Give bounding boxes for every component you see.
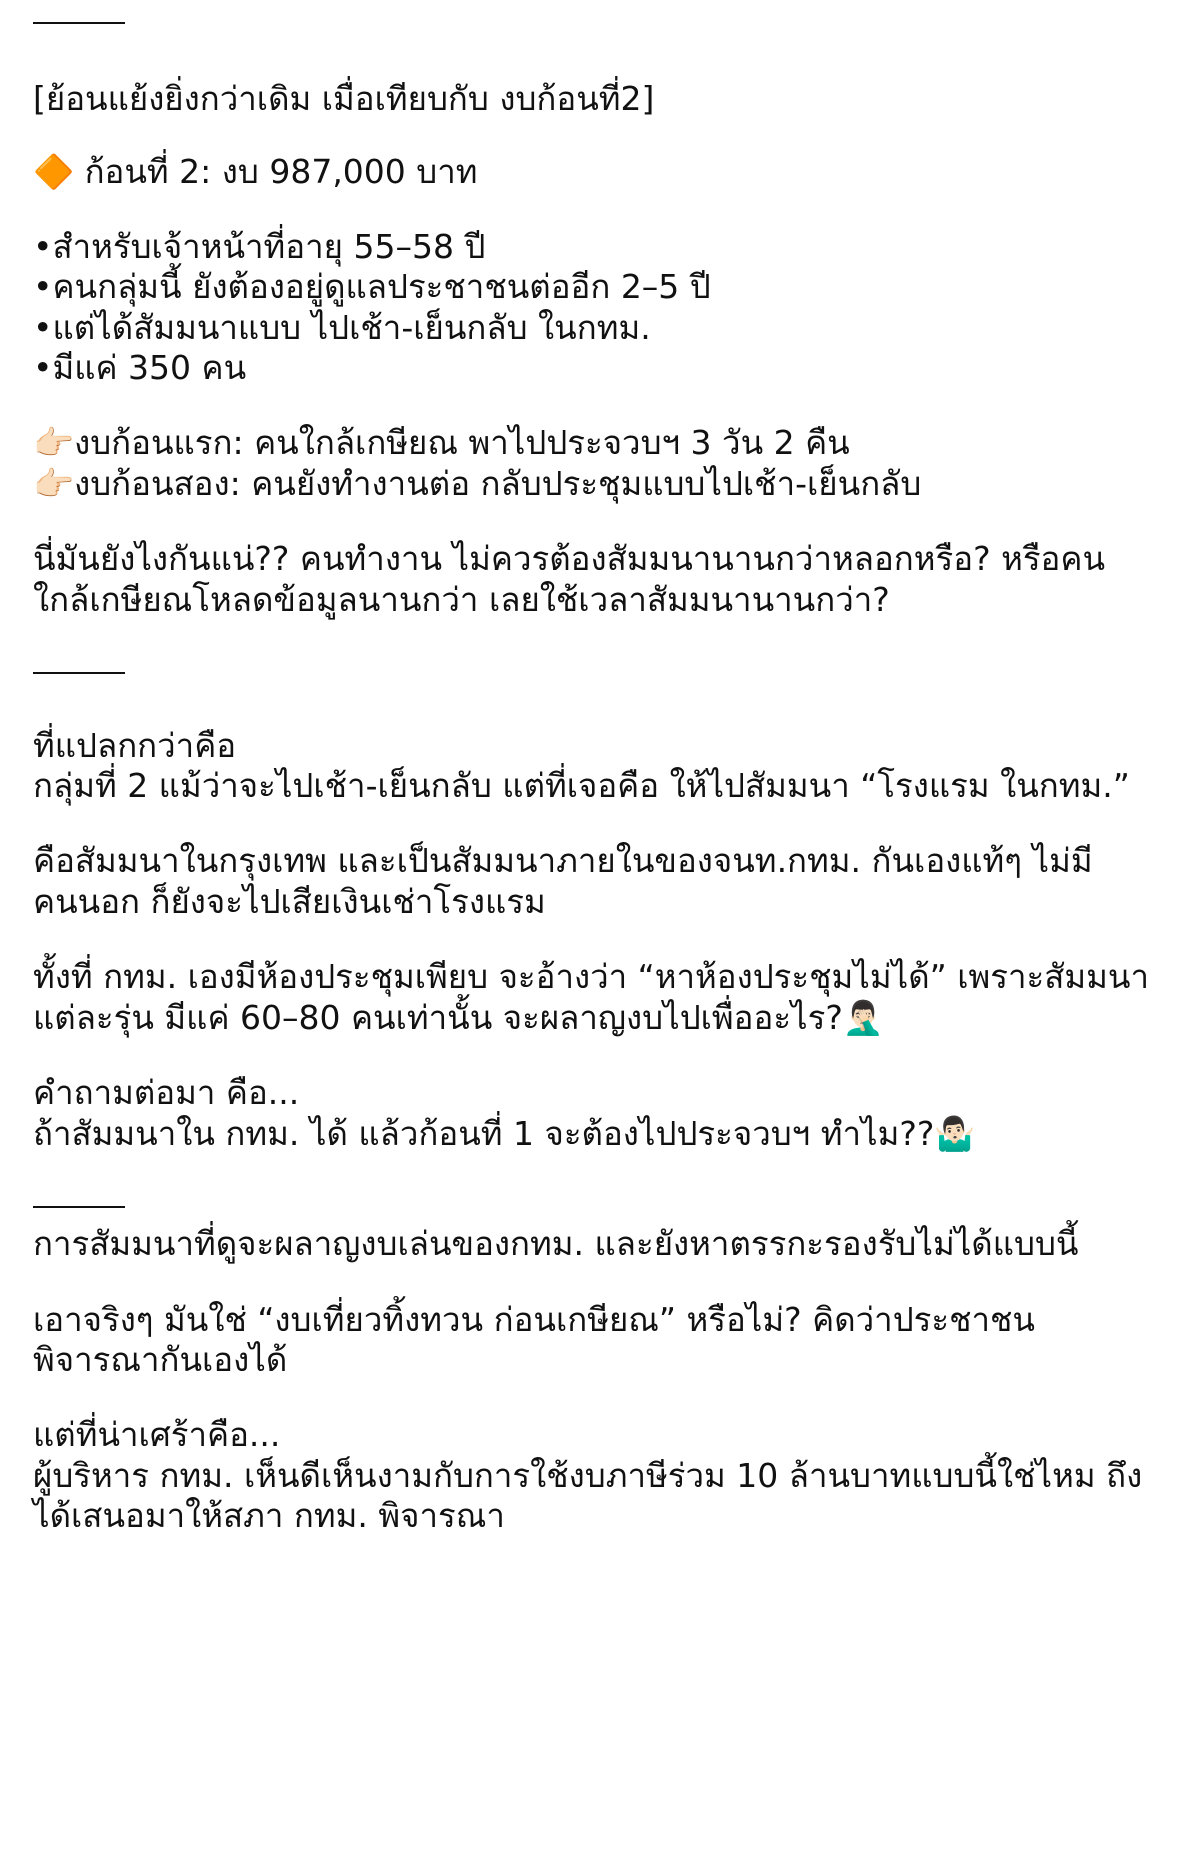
paragraph-line: การสัมมนาที่ดูจะผลาญงบเล่นของกทม. และยังหาตรรกะรองรับไม่ได้แบบนี้ [33, 1224, 1079, 1263]
paragraph-line: นี่มันยังไงกันแน่?? คนทำงาน ไม่ควรต้องสัมมนานานกว่าหลอกหรือ? หรือคน [33, 539, 1106, 578]
section-divider [33, 672, 125, 674]
paragraph-line: ใกล้เกษียณโหลดข้อมูลนานกว่า เลยใช้เวลาสัมมนานานกว่า? [33, 580, 890, 619]
paragraph-line: ถ้าสัมมนาใน กทม. ได้ แล้วก้อนที่ 1 จะต้องไปประจวบฯ ทำไม??🤷🏻‍♂️ [33, 1114, 976, 1153]
paragraph-line: กลุ่มที่ 2 แม้ว่าจะไปเช้า-เย็นกลับ แต่ที่เจอคือ ให้ไปสัมมนา “โรงแรม ในกทม.” [33, 766, 1130, 805]
paragraph-line: ที่แปลกกว่าคือ [33, 726, 237, 765]
comparison-item: 👉🏻งบก้อนแรก: คนใกล้เกษียณ พาไปประจวบฯ 3 วัน 2 คืน [33, 423, 850, 462]
bullet-item: •สำหรับเจ้าหน้าที่อายุ 55–58 ปี [33, 227, 486, 266]
paragraph-line: คนนอก ก็ยังจะไปเสียเงินเช่าโรงแรม [33, 882, 546, 921]
budget-line: 🔶 ก้อนที่ 2: งบ 987,000 บาท [33, 152, 478, 191]
paragraph-line: ทั้งที่ กทม. เองมีห้องประชุมเพียบ จะอ้างว่า “หาห้องประชุมไม่ได้” เพราะสัมมนา [33, 957, 1149, 996]
paragraph-line: ได้เสนอมาให้สภา กทม. พิจารณา [33, 1496, 505, 1535]
section-divider [33, 1206, 125, 1208]
paragraph-line: คำถามต่อมา คือ... [33, 1073, 300, 1112]
paragraph-line: แต่ละรุ่น มีแค่ 60–80 คนเท่านั้น จะผลาญงบไปเพื่ออะไร?🤦🏻‍♂️ [33, 998, 884, 1037]
bullet-item: •แต่ได้สัมมนาแบบ ไปเช้า-เย็นกลับ ในกทม. [33, 308, 651, 347]
paragraph-line: คือสัมมนาในกรุงเทพ และเป็นสัมมนาภายในของจนท.กทม. กันเองแท้ๆ ไม่มี [33, 841, 1093, 880]
section-heading: [ย้อนแย้งยิ่งกว่าเดิม เมื่อเทียบกับ งบก้อนที่2] [33, 79, 655, 118]
comparison-item: 👉🏻งบก้อนสอง: คนยังทำงานต่อ กลับประชุมแบบไปเช้า-เย็นกลับ [33, 464, 922, 503]
paragraph-line: พิจารณากันเองได้ [33, 1340, 288, 1379]
section-divider [33, 22, 125, 24]
bullet-item: •มีแค่ 350 คน [33, 348, 247, 387]
paragraph-line: ผู้บริหาร กทม. เห็นดีเห็นงามกับการใช้งบภาษีร่วม 10 ล้านบาทแบบนี้ใช่ไหม ถึง [33, 1456, 1143, 1495]
bullet-item: •คนกลุ่มนี้ ยังต้องอยู่ดูแลประชาชนต่ออีก 2–5 ปี [33, 267, 711, 306]
paragraph-line: เอาจริงๆ มันใช่ “งบเที่ยวทิ้งทวน ก่อนเกษียณ” หรือไม่? คิดว่าประชาชน [33, 1300, 1035, 1339]
paragraph-line: แต่ที่น่าเศร้าคือ... [33, 1415, 281, 1454]
